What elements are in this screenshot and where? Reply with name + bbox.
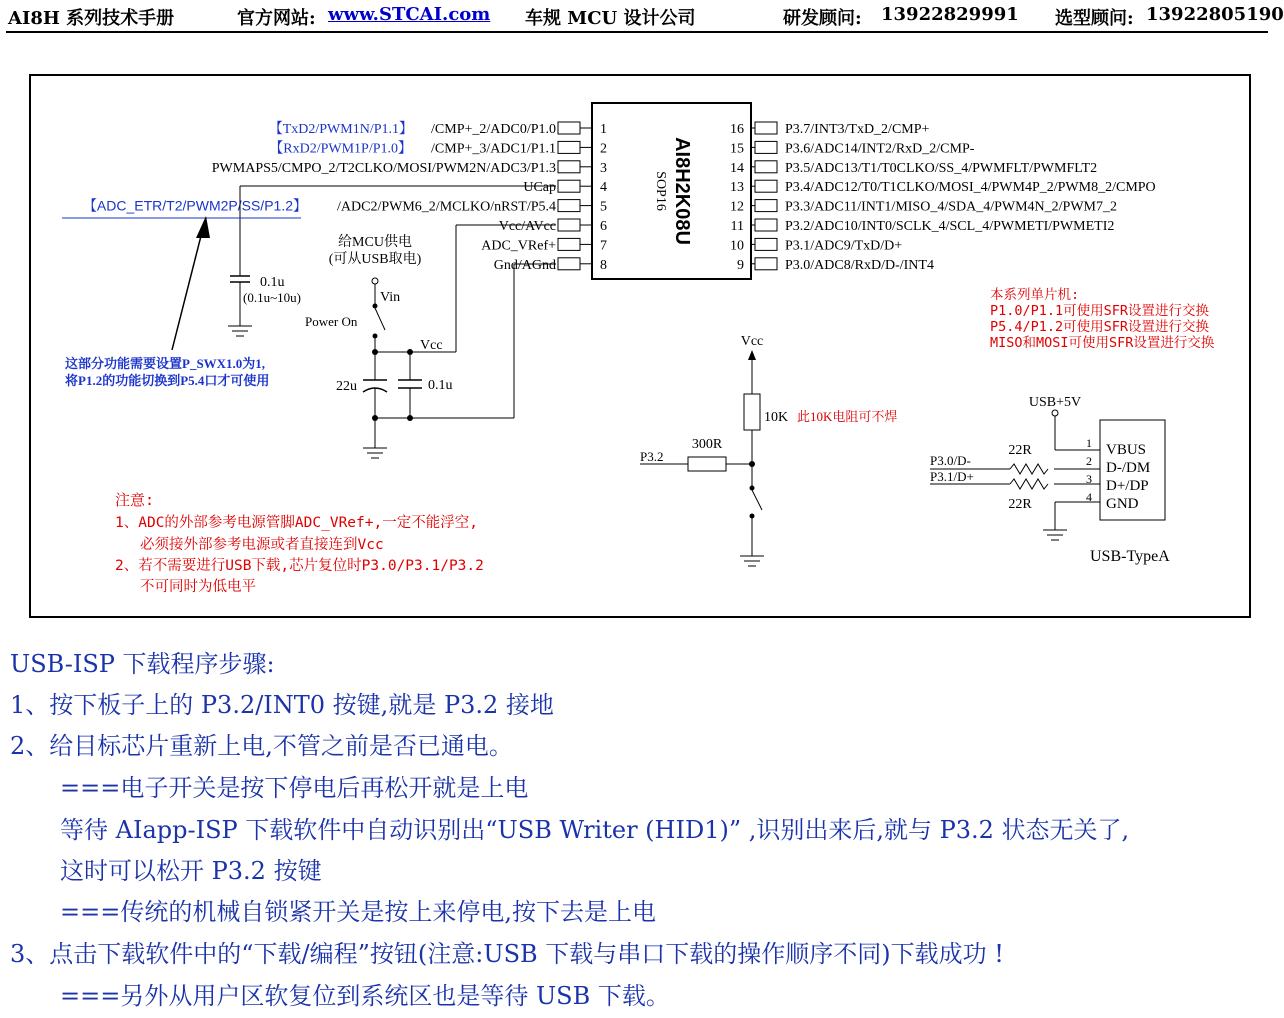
- pin-7-number: 7: [600, 238, 607, 254]
- pin-8-number: 8: [600, 257, 607, 273]
- usb-power-label: USB+5V: [1028, 395, 1082, 410]
- pin-14-label: P3.5/ADC13/T1/T0CLKO/SS_4/PWMFLT/PWMFLT2: [785, 160, 1098, 176]
- usb-pin-1-number: 1: [1086, 436, 1092, 450]
- company-slogan: 车规 MCU 设计公司: [525, 8, 696, 29]
- pin-11-label: P3.2/ADC10/INT0/SCLK_4/SCL_4/PWMETI/PWMETI2: [785, 219, 1115, 234]
- manual-title: AI8H 系列技术手册: [8, 8, 175, 29]
- step-1: 1、按下板子上的 P3.2/INT0 按键,就是 P3.2 接地: [10, 691, 554, 719]
- cap22u-label: 22u: [336, 379, 357, 394]
- gnd-junction1: [372, 415, 378, 421]
- swx-arrow-head: [196, 216, 210, 238]
- swx-note-line1: 这部分功能需要设置P_SWX1.0为1,: [65, 356, 266, 371]
- p32-net-label: P3.2: [640, 449, 664, 464]
- pin-4-number: 4: [600, 180, 607, 196]
- sfr-note-line3: P5.4/P1.2可使用SFR设置进行交换: [990, 319, 1210, 335]
- pin-15-number: 15: [730, 141, 744, 157]
- sel-advisor-label: 选型顾问:: [1055, 8, 1134, 29]
- pin-12-number: 12: [730, 199, 744, 215]
- power-on-label: Power On: [305, 314, 358, 329]
- usb-ground-symbol: [1043, 530, 1067, 540]
- pin-6-label: Vcc/AVcc: [498, 219, 556, 234]
- website-label: 官方网站:: [237, 8, 316, 29]
- rd-advisor-phone: 13922829991: [881, 4, 1019, 25]
- pin-10-label: P3.1/ADC9/TxD/D+: [785, 238, 903, 254]
- step-2-sub-a: ===电子开关是按下停电后再松开就是上电: [60, 774, 529, 802]
- vcc-junction1: [372, 349, 378, 355]
- usb-r1-label: 22R: [1008, 443, 1032, 458]
- pin-9-label: P3.0/ADC8/RxD/D-/INT4: [785, 257, 934, 273]
- pin-14-number: 14: [730, 160, 744, 176]
- pin-1-alt-label: 【TxD2/PWM1N/P1.1】: [268, 122, 413, 137]
- notes-title: 注意:: [115, 491, 155, 509]
- power-title1: 给MCU供电: [338, 235, 412, 250]
- note1-line1: 1、ADC的外部参考电源管脚ADC_VRef+,一定不能浮空,: [115, 515, 478, 531]
- pin-2-number: 2: [600, 141, 607, 157]
- switch-top-dot: [373, 304, 378, 309]
- pin-5-stub: [558, 200, 580, 212]
- pin-13-label: P3.4/ADC12/T0/T1CLKO/MOSI_4/PWM4P_2/PWM8_2/CMPO: [785, 180, 1156, 196]
- usb-pin-4-name: GND: [1106, 496, 1139, 512]
- power-switch[interactable]: [375, 308, 385, 330]
- pin-5-alt-label: 【ADC_ETR/T2/PWM2P/SS/P1.2】: [82, 197, 307, 214]
- pin-16-label: P3.7/INT3/TxD_2/CMP+: [785, 122, 930, 137]
- pin-7-label: ADC_VRef+: [481, 238, 556, 254]
- pin-14-stub: [755, 161, 777, 173]
- usb-pin-2-name: D-/DM: [1106, 460, 1151, 476]
- r10k-label: 10K: [764, 410, 789, 425]
- pin-3-number: 3: [600, 160, 607, 176]
- p32-vcc-label: Vcc: [740, 334, 764, 349]
- pin-1-label: /CMP+_2/ADC0/P1.0: [431, 122, 556, 137]
- rd-advisor-label: 研发顾问:: [783, 8, 862, 29]
- usb-power-terminal: [1052, 410, 1058, 416]
- pin-3-stub: [558, 161, 580, 173]
- pin-9-stub: [755, 258, 777, 270]
- key-top-dot: [750, 486, 755, 491]
- left-pin-group: [83, 121, 607, 273]
- power-title2: (可从USB取电): [328, 252, 422, 267]
- sfr-note-line1: 本系列单片机:: [990, 287, 1080, 303]
- step-2: 2、给目标芯片重新上电,不管之前是否已通电。: [10, 732, 513, 760]
- r22-dm-resistor: [1010, 464, 1048, 474]
- website-url[interactable]: www.STCAI.com: [328, 4, 491, 25]
- ucap-range: (0.1u~10u): [243, 290, 301, 305]
- pin-1-stub: [558, 122, 580, 134]
- usb-connector-label: USB-TypeA: [1090, 548, 1170, 565]
- ucap-ground-symbol: [228, 326, 252, 336]
- note2-line1: 2、若不需要进行USB下载,芯片复位时P3.0/P3.1/P3.2: [115, 558, 484, 574]
- sfr-note-line2: P1.0/P1.1可使用SFR设置进行交换: [990, 303, 1210, 319]
- pin-5-label: /ADC2/PWM6_2/MCLKO/nRST/P5.4: [337, 199, 556, 215]
- pin-16-stub: [755, 122, 777, 134]
- step-2-sub-d: ===传统的机械自锁紧开关是按上来停电,按下去是上电: [60, 898, 656, 926]
- note2-line2: 不可同时为低电平: [140, 579, 256, 595]
- usb-pin-3-name: D+/DP: [1106, 478, 1149, 494]
- vcc-label: Vcc: [420, 338, 443, 353]
- sfr-note-line4: MISO和MOSI可使用SFR设置进行交换: [990, 335, 1215, 351]
- step-3: 3、点击下载软件中的“下载/编程”按钮(注意:USB 下载与串口下载的操作顺序不同)下载成功 !: [10, 940, 1004, 968]
- right-pin-group: [730, 122, 1156, 273]
- pin-6-number: 6: [600, 219, 607, 234]
- key-ground-symbol: [740, 556, 764, 566]
- pin-11-number: 11: [730, 219, 744, 234]
- usb-r2-label: 22R: [1008, 497, 1032, 512]
- pin-3-label: PWMAPS5/CMPO_2/T2CLKO/MOSI/PWM2N/ADC3/P1.3: [211, 160, 556, 176]
- power-ground-symbol: [363, 448, 387, 458]
- pin-4-label: UCap: [523, 180, 556, 196]
- pin-7-stub: [558, 238, 580, 250]
- p32-key-switch[interactable]: [752, 490, 762, 510]
- pin-8-label: Gnd/AGnd: [493, 257, 556, 273]
- pin-15-stub: [755, 141, 777, 153]
- chip-package: SOP16: [653, 171, 668, 211]
- pin-4-stub: [558, 180, 580, 192]
- r10k-note: 此10K电阻可不焊: [797, 409, 898, 424]
- step-2-sub-b: 等待 AIapp-ISP 下载软件中自动识别出“USB Writer (HID1)” ,识别出来后,就与 P3.2 状态无关了,: [60, 816, 1130, 844]
- step-3-sub-a: ===另外从用户区软复位到系统区也是等待 USB 下载。: [60, 982, 670, 1010]
- pin-12-label: P3.3/ADC11/INT1/MISO_4/SDA_4/PWM4N_2/PWM7_2: [785, 199, 1118, 215]
- chip-name: AI8H2K08U: [671, 137, 693, 245]
- pin-16-number: 16: [730, 122, 744, 137]
- swx-note-line2: 将P1.2的功能切换到P5.4口才可使用: [65, 373, 270, 388]
- pin-10-stub: [755, 238, 777, 250]
- usb-pin-2-number: 2: [1086, 454, 1092, 468]
- usb-pin-3-number: 3: [1086, 472, 1092, 486]
- ucap-value: 0.1u: [260, 275, 285, 290]
- pin-13-number: 13: [730, 180, 744, 196]
- pin-12-stub: [755, 200, 777, 212]
- cap01u-label: 0.1u: [428, 378, 453, 393]
- usb-pin-1-name: VBUS: [1106, 442, 1147, 458]
- vin-label: Vin: [380, 290, 401, 305]
- steps-title: USB-ISP 下载程序步骤:: [10, 650, 275, 678]
- pin-2-alt-label: 【RxD2/PWM1P/P1.0】: [269, 141, 412, 157]
- r300-label: 300R: [691, 437, 723, 452]
- usb-pin-4-number: 4: [1086, 490, 1092, 504]
- pin-8-stub: [558, 258, 580, 270]
- r22-dp-resistor: [1010, 479, 1048, 489]
- usb-dm-net: P3.0/D-: [930, 453, 971, 468]
- pin-9-number: 9: [737, 257, 744, 273]
- note1-line2: 必须接外部参考电源或者直接连到Vcc: [140, 537, 384, 553]
- pin-11-stub: [755, 219, 777, 231]
- sel-advisor-phone: 13922805190: [1146, 4, 1284, 25]
- vin-terminal: [372, 278, 378, 284]
- r10k-resistor: [744, 394, 760, 430]
- pin-6-stub: [558, 219, 580, 231]
- pin-2-stub: [558, 141, 580, 153]
- usb-pin-group: [1086, 436, 1150, 512]
- pin-10-number: 10: [730, 238, 744, 254]
- r300-resistor: [688, 457, 726, 471]
- step-2-sub-c: 这时可以松开 P3.2 按键: [60, 857, 322, 885]
- gnd-junction2: [407, 415, 413, 421]
- usb-dp-net: P3.1/D+: [930, 469, 974, 484]
- pin-13-stub: [755, 180, 777, 192]
- pin-5-number: 5: [600, 199, 607, 215]
- pin-2-label: /CMP+_3/ADC1/P1.1: [431, 141, 556, 157]
- pin-1-number: 1: [600, 122, 607, 137]
- swx-arrow-line: [172, 228, 203, 350]
- pin-15-label: P3.6/ADC14/INT2/RxD_2/CMP-: [785, 141, 975, 157]
